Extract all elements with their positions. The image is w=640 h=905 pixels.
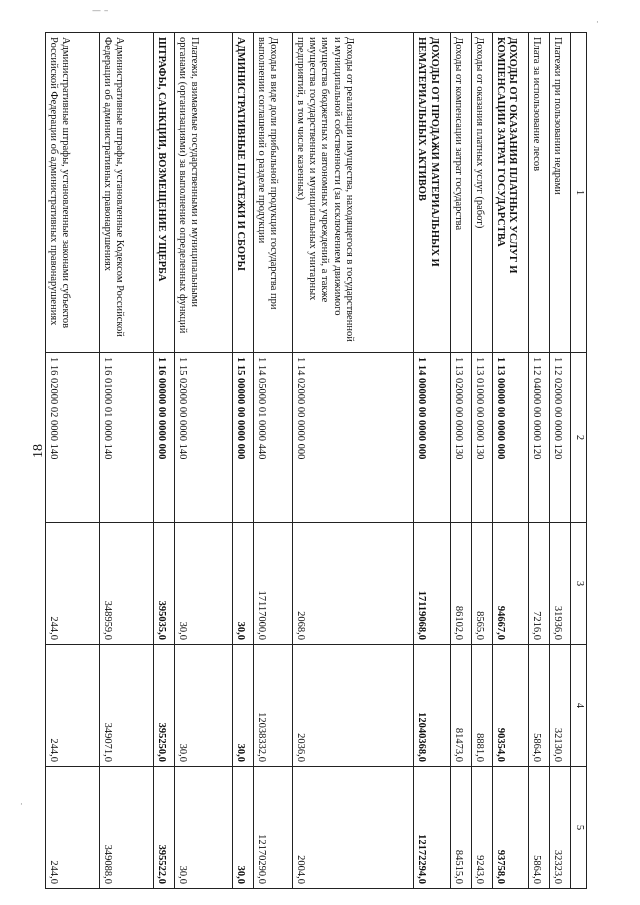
row-value-col5: 9243,0	[471, 767, 492, 889]
row-value-col4: 30,0	[174, 645, 233, 767]
row-value-col5: 395522,0	[153, 767, 174, 889]
row-value-col5: 93758,0	[492, 767, 529, 889]
row-value-col5: 12172294,0	[414, 767, 451, 889]
row-value-col5: 12170290,0	[254, 767, 293, 889]
row-code: 1 12 04000 00 0000 120	[529, 353, 550, 523]
row-value-col5: 84515,0	[451, 767, 472, 889]
row-name: Платежи, взимаемые государственными и муниципальными органами (организациями) за выполнение определенных функций	[174, 33, 233, 353]
row-code: 1 13 00000 00 0000 000	[492, 353, 529, 523]
row-value-col4: 244,0	[46, 645, 100, 767]
row-value-col3: 8565,0	[471, 523, 492, 645]
table-row	[293, 33, 414, 889]
row-code: 1 13 01000 00 0000 130	[471, 353, 492, 523]
row-value-col4: 395250,0	[153, 645, 174, 767]
row-value-col4: 5864,0	[529, 645, 550, 767]
row-code: 1 16 02000 02 0000 140	[46, 353, 100, 523]
row-value-col3: 31936,0	[550, 523, 571, 645]
row-value-col4: 32130,0	[550, 645, 571, 767]
row-name: Доходы от оказания платных услуг (работ)	[471, 33, 492, 353]
row-value-col5: 5864,0	[529, 767, 550, 889]
row-value-col4: 8881,0	[471, 645, 492, 767]
column-header-4: 4	[571, 645, 587, 767]
revenue-table	[45, 32, 587, 889]
table-row	[99, 33, 153, 889]
table-row-section	[414, 33, 451, 889]
table-row	[46, 33, 100, 889]
column-header-2: 2	[571, 353, 587, 523]
row-value-col3: 17117000,0	[254, 523, 293, 645]
row-code: 1 15 00000 00 0000 000	[233, 353, 254, 523]
row-name: ДОХОДЫ ОТ ПРОДАЖИ МАТЕРИАЛЬНЫХ И НЕМАТЕРИАЛЬНЫХ АКТИВОВ	[414, 33, 451, 353]
row-name: Доходы от реализации имущества, находящегося в государственной и муниципальной собственности (за исключением движимого имущества бюджетных и автономных учреждений, а также имущества государственных и муниципальных унитарных предприятий, в том числе казенных)	[293, 33, 414, 353]
table-row-section	[492, 33, 529, 889]
row-name: ШТРАФЫ, САНКЦИИ, ВОЗМЕЩЕНИЕ УЩЕРБА	[153, 33, 174, 353]
column-header-1: 1	[571, 33, 587, 353]
row-code: 1 16 01000 01 0000 140	[99, 353, 153, 523]
row-value-col4: 349071,0	[99, 645, 153, 767]
row-value-col5: 30,0	[233, 767, 254, 889]
row-value-col3: 86102,0	[451, 523, 472, 645]
row-code: 1 14 02000 00 0000 000	[293, 353, 414, 523]
row-value-col4: 12040368,0	[414, 645, 451, 767]
row-code: 1 14 05000 01 0000 440	[254, 353, 293, 523]
row-value-col5: 30,0	[174, 767, 233, 889]
row-code: 1 16 00000 00 0000 000	[153, 353, 174, 523]
table-row	[174, 33, 233, 889]
table-row-section	[153, 33, 174, 889]
row-name: Административные штрафы, установленные Кодексом Российской Федерации об административных правонарушениях	[99, 33, 153, 353]
table-row	[254, 33, 293, 889]
column-header-3: 3	[571, 523, 587, 645]
row-code: 1 12 02000 00 0000 120	[550, 353, 571, 523]
table-header-row	[571, 33, 587, 889]
scan-mark: — –	[92, 6, 109, 16]
row-value-col5: 349088,0	[99, 767, 153, 889]
row-value-col3: 348959,0	[99, 523, 153, 645]
row-name: Плата за использование лесов	[529, 33, 550, 353]
table-row-section	[233, 33, 254, 889]
row-value-col3: 395035,0	[153, 523, 174, 645]
scan-mark: ·	[20, 800, 23, 810]
table-row	[550, 33, 571, 889]
page-number: 18	[31, 444, 46, 458]
row-value-col3: 30,0	[174, 523, 233, 645]
row-value-col4: 2036,0	[293, 645, 414, 767]
row-name: Платежи при пользовании недрами	[550, 33, 571, 353]
rotated-table-container	[45, 32, 587, 888]
row-name: Административные штрафы, установленные законами субъектов Российской Федерации об административных правонарушениях	[46, 33, 100, 353]
column-header-5: 5	[571, 767, 587, 889]
row-name: Доходы от компенсации затрат государства	[451, 33, 472, 353]
row-value-col3: 244,0	[46, 523, 100, 645]
row-value-col4: 81473,0	[451, 645, 472, 767]
table-row	[451, 33, 472, 889]
table-row	[529, 33, 550, 889]
row-value-col5: 32323,0	[550, 767, 571, 889]
row-value-col3: 17119068,0	[414, 523, 451, 645]
row-value-col5: 244,0	[46, 767, 100, 889]
row-code: 1 13 02000 00 0000 130	[451, 353, 472, 523]
row-value-col3: 30,0	[233, 523, 254, 645]
row-value-col5: 2004,0	[293, 767, 414, 889]
row-code: 1 15 02000 00 0000 140	[174, 353, 233, 523]
row-value-col4: 30,0	[233, 645, 254, 767]
row-value-col3: 7216,0	[529, 523, 550, 645]
row-value-col4: 90354,0	[492, 645, 529, 767]
row-name: АДМИНИСТРАТИВНЫЕ ПЛАТЕЖИ И СБОРЫ	[233, 33, 254, 353]
row-name: ДОХОДЫ ОТ ОКАЗАНИЯ ПЛАТНЫХ УСЛУГ И КОМПЕНСАЦИИ ЗАТРАТ ГОСУДАРСТВА	[492, 33, 529, 353]
scan-mark: ·	[596, 18, 599, 28]
row-value-col3: 94667,0	[492, 523, 529, 645]
table-row	[471, 33, 492, 889]
row-code: 1 14 00000 00 0000 000	[414, 353, 451, 523]
row-value-col3: 2068,0	[293, 523, 414, 645]
row-name: Доходы в виде доли прибыльной продукции государства при выполнении соглашений о разделе продукции	[254, 33, 293, 353]
row-value-col4: 12038332,0	[254, 645, 293, 767]
